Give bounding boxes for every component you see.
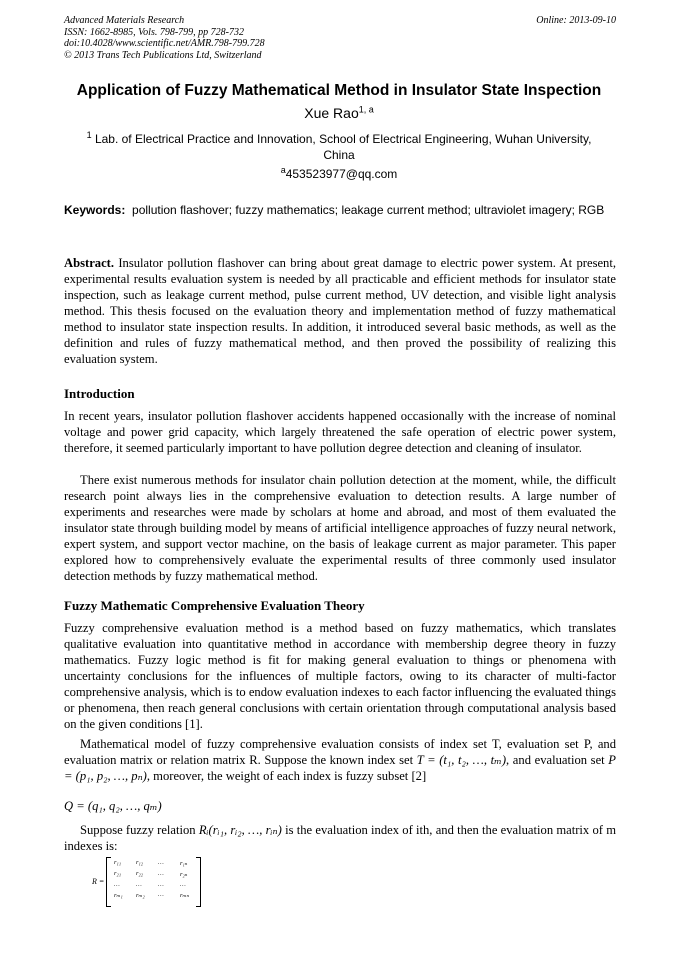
index-set-formula: T = (t₁, t₂, …, tₘ) bbox=[416, 753, 507, 767]
weight-set-formula: Q = (q₁, q₂, …, qₘ) bbox=[64, 799, 162, 813]
journal-name: Advanced Materials Research bbox=[64, 15, 185, 26]
matrix-cell: rₘ₂ bbox=[136, 892, 145, 899]
doi-line: doi:10.4028/www.scientific.net/AMR.798-799.728 bbox=[64, 38, 265, 49]
theory-p3-text-a: Suppose fuzzy relation bbox=[80, 823, 196, 837]
keywords-text: pollution flashover; fuzzy mathematics; leakage current method; ultraviolet imagery; RGB bbox=[132, 203, 605, 217]
author-name: Xue Rao bbox=[304, 105, 359, 121]
keywords-label: Keywords: bbox=[64, 203, 126, 217]
theory-paragraph-1: Fuzzy comprehensive evaluation method is a method based on fuzzy mathematics, which translates qualitative evaluation into quantitative method in accordance with membership degree theory in fuzzy mathematics. Fuzzy logic method is fit for making general evaluation to things or phenomena with uncertainty conclusions for the influences of multiple factors, owing to its character of multi-factor comprehensive analysis, which is to endow evaluation indexes to each factor influencing the evaluated things or phenomena, then reach general conclusions with certain orientation through computational analysis based on the given conditions [1]. bbox=[64, 621, 616, 731]
theory-p2-text-b: , and bbox=[506, 753, 531, 767]
keywords bbox=[64, 203, 616, 218]
matrix-left-bracket bbox=[106, 857, 111, 907]
matrix-cell: rₘ₁ bbox=[114, 892, 123, 899]
affiliation bbox=[70, 132, 608, 163]
matrix-cell: … bbox=[180, 881, 186, 888]
fuzzy-relation-formula: Rᵢ(rᵢ₁, rᵢ₂, …, rᵢₙ) bbox=[198, 823, 282, 837]
matrix-cell: … bbox=[158, 881, 164, 888]
issn-line: ISSN: 1662-8985, Vols. 798-799, pp 728-732 bbox=[64, 26, 244, 38]
email-superscript: a bbox=[280, 165, 286, 175]
abstract-text: Insulator pollution flashover can bring about great damage to electric power system. At present, experimental results evaluation system is needed by all practicable and efficient methods for insulator state inspection, such as leakage current method, pulse current method, UV detection, and visible light analysis method. This thesis focused on the evaluation theory and implementation method of fuzzy mathematical method to insulator state inspection results. In addition, it introduced several basic methods, as well as the definition and rules of fuzzy mathematical method, and then proved the possibility of realizing this evaluation system. bbox=[64, 256, 617, 366]
matrix-cell: r₁₁ bbox=[114, 859, 122, 866]
affiliation-line2: China bbox=[323, 147, 355, 162]
online-date: Online: 2013-09-10 bbox=[536, 15, 616, 26]
email-address: 453523977@qq.com bbox=[285, 167, 398, 181]
matrix-cell: r₁₂ bbox=[136, 859, 144, 866]
matrix-cell: r₂ₙ bbox=[180, 871, 188, 878]
theory-p2-text-c: evaluation set bbox=[534, 753, 605, 767]
matrix-cell: r₂₂ bbox=[136, 870, 144, 877]
theory-paragraph-3 bbox=[64, 822, 616, 854]
evaluation-set-formula: P = (p₁, p₂, …, pₙ) bbox=[64, 753, 616, 783]
matrix-cell: … bbox=[114, 881, 120, 888]
author-line bbox=[0, 105, 678, 121]
matrix-cell: r₁ₙ bbox=[180, 860, 188, 867]
copyright-line: © 2013 Trans Tech Publications Ltd, Switzerland bbox=[64, 49, 262, 61]
evaluation-matrix bbox=[92, 857, 212, 907]
theory-p2-text-d: , moreover, the weight of each index is fuzzy subset [2] bbox=[146, 769, 427, 783]
introduction-heading: Introduction bbox=[64, 386, 135, 401]
paper-title: Application of Fuzzy Mathematical Method in Insulator State Inspection bbox=[76, 82, 602, 99]
email-line bbox=[0, 167, 678, 181]
affiliation-superscript: 1 bbox=[86, 130, 92, 140]
journal-header bbox=[64, 15, 616, 61]
matrix-right-bracket bbox=[196, 857, 201, 907]
matrix-cell: rₘₙ bbox=[180, 892, 190, 899]
matrix-cell: … bbox=[158, 870, 164, 877]
matrix-cell: r₂₁ bbox=[114, 870, 122, 877]
introduction-paragraph-2: There exist numerous methods for insulator chain pollution detection at the moment, while, the difficult research point always lies in the comprehensive evaluation to detection results. A large number of experiments and researches were made by scholars at home and abroad, and most of them evaluated the insulator state through building model by means of artificial intelligence approaches of fuzzy neural network, expert system, and support vector machine, on the basis of leakage current as major parameter. This paper explored how to comprehensively evaluate the experimental results of three commonly used insulator detection methods by fuzzy mathematical method. bbox=[64, 473, 616, 583]
author-superscript: 1, a bbox=[358, 104, 374, 115]
matrix-cells bbox=[114, 859, 198, 899]
matrix-cell: … bbox=[158, 859, 164, 866]
theory-p3-text-b: is the evaluation index of ith, and then the evaluation matrix of m indexes is: bbox=[64, 823, 616, 853]
abstract bbox=[64, 255, 616, 367]
theory-heading: Fuzzy Mathematic Comprehensive Evaluation Theory bbox=[64, 598, 365, 613]
theory-p2-text-a: Mathematical model of fuzzy comprehensive evaluation consists of index set T, evaluation set P, and evaluation matrix or relation matrix R. Suppose the known index set bbox=[64, 737, 616, 767]
affiliation-line1: Lab. of Electrical Practice and Innovation, School of Electrical Engineering, Wuhan University, bbox=[94, 132, 592, 146]
matrix-label: R = bbox=[92, 877, 105, 886]
matrix-cell: … bbox=[158, 891, 164, 898]
matrix-cell: … bbox=[136, 881, 142, 888]
abstract-label: Abstract. bbox=[64, 256, 115, 270]
introduction-paragraph-1: In recent years, insulator pollution flashover accidents happened occasionally with the increase of nominal voltage and power grid capacity, which largely threatened the safe operation of electric power system, therefore, it seemed particularly important to have pollution degree detection and cleaning of insulator. bbox=[64, 409, 616, 455]
theory-paragraph-2 bbox=[64, 736, 616, 784]
